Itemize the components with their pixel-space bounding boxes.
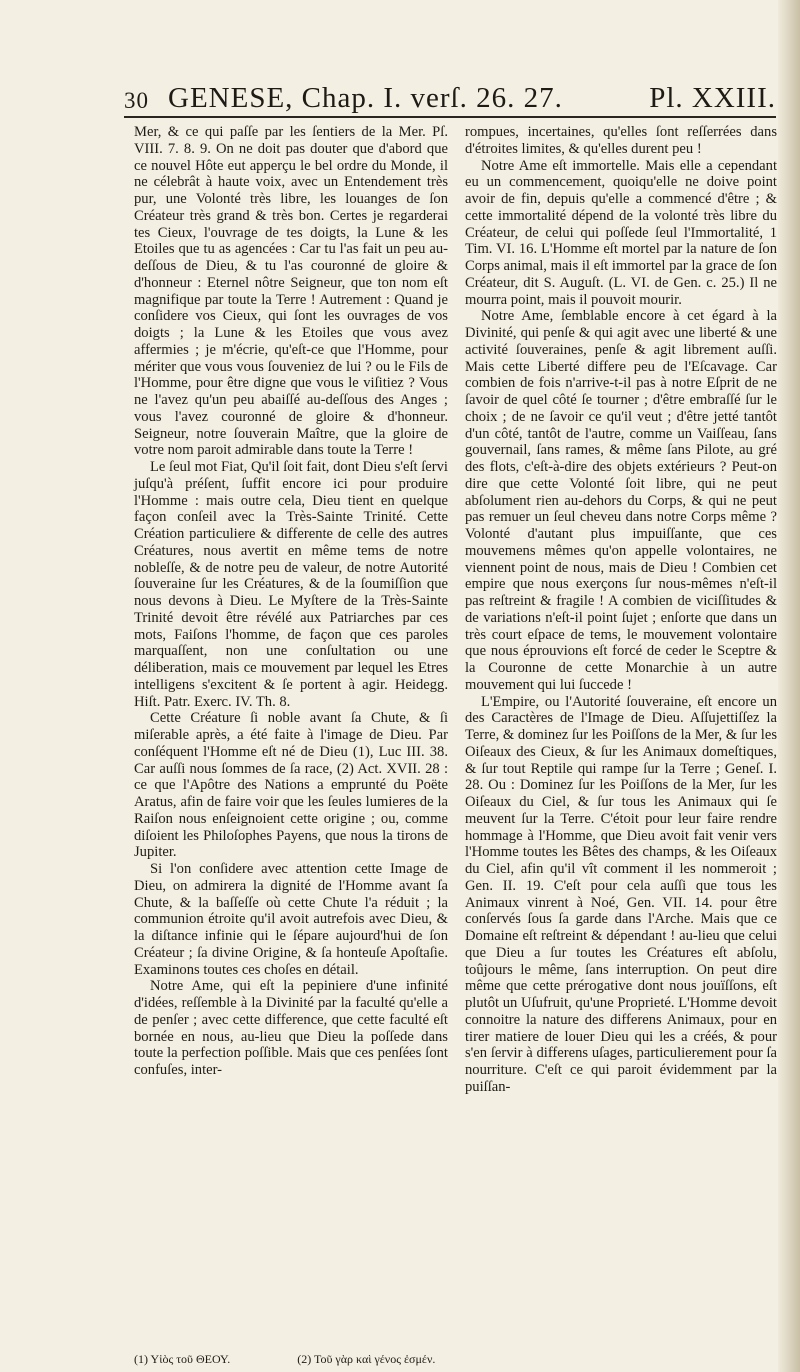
footnotes (134, 1352, 774, 1367)
paragraph: Si l'on conſidere avec attention cette Image de Dieu, on admirera la dignité de l'Homme avant ſa Chute, & la baſſeſſe où cette Chute l'a réduit ; la communion étroite qu'il avoit autrefois avec Dieu, & la diſtance infinie qui le ſépare aujourd'hui de ſon Créateur ; ſa divine Origine, & ſa honteuſe Apoſtaſie. Examinons toutes ces choſes en détail. (134, 861, 448, 978)
footnote-1: (1) Υἱὸς τοῦ ΘΕΟΥ. (134, 1352, 231, 1366)
running-title: GENESE, Chap. I. verſ. 26. 27. (168, 82, 563, 114)
left-column (134, 124, 448, 1079)
right-column (465, 124, 777, 1096)
paragraph: Notre Ame eſt immortelle. Mais elle a cependant eu un commencement, quoiqu'elle ne doive point avoir de fin, depuis qu'elle a commencé d'être ; & cette immortalité dépend de la volonté très libre du Créateur, de celui qui poſſede ſeul l'Immortalité, 1 Tim. VI. 16. L'Homme eſt mortel par la nature de ſon Corps animal, mais il eſt immortel par la grace de ſon Créateur, dit S. Auguſt. (L. VI. de Gen. c. 25.) Il ne mourra point, mais il pouvoit mourir. (465, 157, 777, 308)
paragraph: Le ſeul mot Fiat, Qu'il ſoit fait, dont Dieu s'eſt ſervi juſqu'à préſent, ſuffit encore ici pour produire l'Homme : mais outre cela, Dieu tient en quelque façon conſeil avec la Très-Sainte Trinité. Cette Création particuliere & differente de celle des autres Créatures, nous avertit en même tems de notre nobleſſe, & de notre peu de valeur, de notre Autorité ſouveraine ſur les Créatures, & de la ſoumiſſion que nous devons à Dieu. Le Myſtere de la Très-Sainte Trinité devoit être révélé aux Patriarches par ces mots, Faiſons l'homme, de façon que ces paroles marquaſſent, non une conſultation ou une déliberation, mais ce mouvement par lequel les Etres intelligens s'excitent & ſe portent à agir. Heidegg. Hiſt. Patr. Exerc. IV. Th. 8. (134, 459, 448, 710)
paragraph: Mer, & ce qui paſſe par les ſentiers de la Mer. Pſ. VIII. 7. 8. 9. On ne doit pas douter que d'abord que ce nouvel Hôte eut apperçu le bel ordre du Monde, il ne célebrât à haute voix, avec un Entendement très pur, une Volonté très libre, les louanges de ſon Créateur très grand & très bon. Certes je regarderai tes Cieux, l'ouvrage de tes doigts, la Lune & les Etoiles que tu as agencées : Car tu l'as fait un peu au-deſſous de Dieu, & tu l'as couronné de gloire & d'honneur : Eternel nôtre Seigneur, que ton nom eſt magnifique par toute la Terre ! Autrement : Quand je conſidere vos Cieux, qui ſont les ouvrages de vos doigts ; la Lune & les Etoiles que vous avez affermies ; je m'écrie, qu'eſt-ce que l'Homme, pour mériter que vous vous ſouveniez de lui ? ou le Fils de l'Homme, pour être digne que vous le viſitiez ? Vous ne l'avez qu'un peu abaiſſé au-deſſous des Anges ; vous l'avez couronné de gloire & d'honneur. Seigneur, notre ſouverain Maître, que la gloire de votre nom paroit admirable dans toute la Terre ! (134, 124, 448, 459)
page-edge (778, 0, 800, 1372)
paragraph: Notre Ame, ſemblable encore à cet égard à la Divinité, qui penſe & qui agit avec une liberté & une activité ſouveraines, penſe & agit librement auſſi. Mais cette Liberté differe peu de l'Eſcavage. Car combien de fois n'arrive-t-il pas à notre Eſprit de ne ſavoir de quel côté ſe tourner ; d'être embraſſé ſur le choix ; de ne ſavoir ce qu'il veut ; d'être jetté tantôt d'un côté, tantôt de l'autre, comme un Vaiſſeau, ſans gouvernail, ſans rames, & même ſans Pilote, au gré des flots, c'eſt-à-dire des objets extérieurs ? Peut-on dire que cette Volonté ſoit libre, qui ne peut abſolument rien au-dehors du Corps, & qui ne peut pas remuer un ſeul cheveu dans notre Corps même ? Volonté d'autant plus impuiſſante, que ces mouvemens mêmes qu'on appelle volontaires, ne viennent point de nous, mais de Dieu ! Combien cet empire que nous exerçons ſur nous-mêmes n'eſt-il pas reſtreint & fragile ! A combien de viciſſitudes & de variations n'eſt-il point ſujet ; enſorte que dans un très court eſpace de tems, le mouvement volontaire que nous éprouvions eſt forcé de ceder le Sceptre & la Couronne de cette Monarchie à un autre mouvement qui lui ſuccede ! (465, 308, 777, 693)
footnote-2: (2) Τοῦ γὰρ καὶ γένος ἐσμέν. (297, 1352, 436, 1366)
paragraph: L'Empire, ou l'Autorité ſouveraine, eſt encore un des Caractères de l'Image de Dieu. Aſſujettiſſez la Terre, & dominez ſur les Poiſſons de la Mer, & ſur les Oiſeaux des Cieux, & ſur les Animaux domeſtiques, & ſur tout Reptile qui rampe ſur la Terre ; Geneſ. I. 28. Ou : Dominez ſur les Poiſſons de la Mer, ſur les Oiſeaux du Ciel, & ſur tous les Animaux qui ſe meuvent ſur la Terre. C'étoit pour leur faire rendre hommage à l'Homme, que Dieu avoit fait venir vers l'Homme toutes les Bêtes des champs, & les Oiſeaux du Ciel, afin qu'il vît comment il les nommeroit ; Gen. II. 19. C'eſt pour cela auſſi que tous les Animaux vinrent à Noé, Gen. VII. 14. pour être conſervés ſous ſa garde dans l'Arche. Mais que ce Domaine eſt reſtreint & dépendant ! au-lieu que celui que Dieu a ſur toutes les Créatures eſt abſolu, toûjours le même, ſans interruption. On peut dire même que cette prérogative dont nous jouïſſons, eſt plutôt un Uſufruit, qu'une Proprieté. L'Homme devoit connoitre la nature des differens Animaux, pour en tirer matiere de louer Dieu qui les a créés, & pour s'en ſervir à differens uſages, particulierement pour ſa nourriture. C'eſt ce qui paroit évidemment par la puiſſan- (465, 693, 777, 1095)
paragraph: Cette Créature ſi noble avant ſa Chute, & ſi miſerable après, a été faite à l'image de Dieu. Par conſéquent l'Homme eſt né de Dieu (1), Luc III. 38. Car auſſi nous ſommes de ſa race, (2) Act. XVII. 28 : ce que l'Apôtre des Nations a emprunté du Poëte Aratus, afin de faire voir que les ſeules lumieres de la Raiſon nous enſeignoient cette origine ; ou, comme diſoient les Philoſophes Payens, que nous la tirons de Jupiter. (134, 710, 448, 861)
header-rule (124, 116, 776, 118)
plate-label: Pl. XXIII. (649, 82, 776, 114)
page-number: 30 (124, 88, 149, 113)
paragraph: rompues, incertaines, qu'elles ſont reſſerrées dans d'étroites limites, & qu'elles durent peu ! (465, 124, 777, 157)
paragraph: Notre Ame, qui eſt la pepiniere d'une infinité d'idées, reſſemble à la Divinité par la faculté qu'elle a de penſer ; avec cette difference, que cette faculté eſt bornée en nous, au-lieu que Dieu la poſſede dans toute la perfection poſſible. Mais que ces penſées ſont confuſes, inter- (134, 978, 448, 1078)
